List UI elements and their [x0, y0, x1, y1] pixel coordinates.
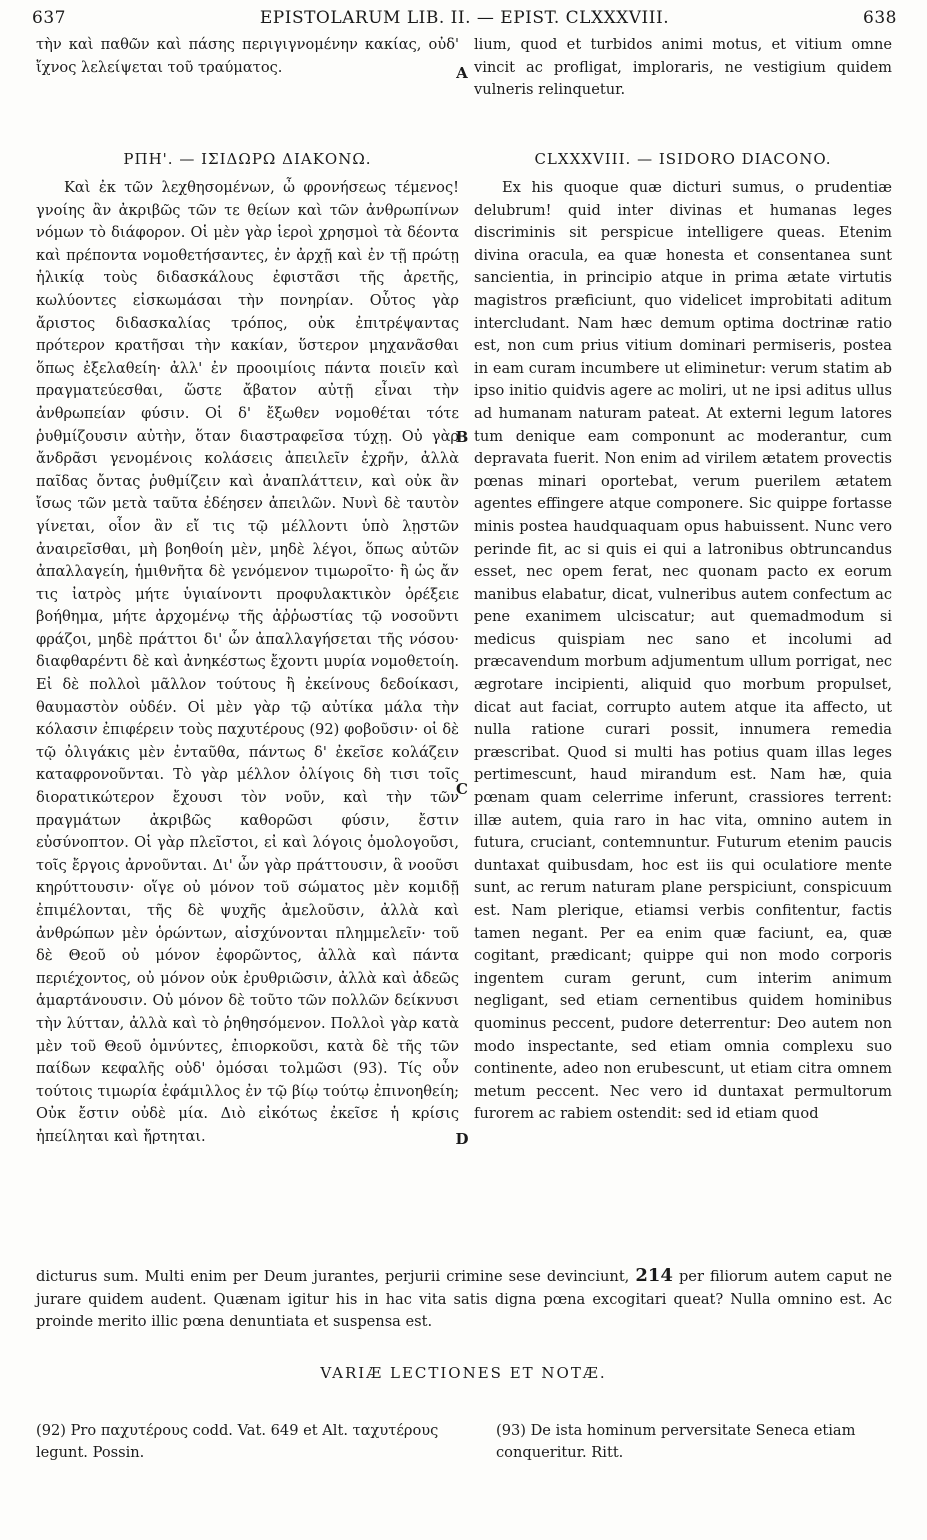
latin-continuation-full-width: [36, 1265, 892, 1334]
greek-letter-body: Καὶ ἐκ τῶν λεχθησομένων, ὦ φρονήσεως τέμενος! γνοίης ἂν ἀκριβῶς τῶν τε θείων καὶ τῶν ἀνθρωπίνων νόμων τὸ διάφορον. Οἱ μὲν γὰρ ἱεροὶ χρησμοὶ τὰ δέοντα καὶ πρέποντα νομοθετήσαντες, ἐν ἀρχῇ καὶ ἐν τῇ πρώτῃ ἡλικίᾳ τοὺς διδασκάλους ἐφιστᾶσι τῆς ἀρετῆς, κωλύοντες εἰσκωμάσαι τὴν πονηρίαν. Οὗτος γὰρ ἄριστος διδασκαλίας τρόπος, οὐκ ἐπιτρέψαντας πρότερον κρατῆσαι τὴν κακίαν, ὕστερον μηχανᾶσθαι ὅπως ἐξελαθείη· ἀλλ' ἐν προοιμίοις πάντα ποιεῖν καὶ πραγματεύεσθαι, ὥστε ἄβατον αὐτῇ εἶναι τὴν ἀνθρωπείαν φύσιν. Οἱ δ' ἔξωθεν νομοθέται τότε ῥυθμίζουσιν αὐτὴν, ὅταν διαστραφεῖσα τύχῃ. Οὐ γὰρ ἄνδρᾶσι γενομένοις κολάσεις ἀπειλεῖν ἐχρῆν, ἀλλὰ παῖδας ὄντας ῥυθμίζειν καὶ ἀναπλάττειν, καὶ οὐκ ἂν ἴσως τῶν μετὰ ταῦτα ἐδέησεν ἀπειλῶν. Νυνὶ δὲ ταυτὸν γίνεται, οἷον ἂν εἴ τις τῷ μέλλοντι ὑπὸ λῃστῶν ἀναιρεῖσθαι, μὴ βοηθοίη μὲν, μηδὲ λέγοι, ὅπως αὐτῶν ἀπαλλαγείη, ἡμιθνῆτα δὲ γενόμενον τιμωροῖτο· ἢ ὡς ἄν τις ἰατρὸς μήτε ὑγιαίνοντι προφυλακτικὸν ὀρέξειε βοήθημα, μήτε ἀρχομένῳ τῆς ἀῤῥωστίας τῷ νοσοῦντι φράζοι, μηδὲ πράττοι δι' ὧν ἀπαλλαγήσεται τῆς νόσου· διαφθαρέντι δὲ καὶ ἀνηκέστως ἔχοντι μυρία νομοθετοίη. Εἰ δὲ πολλοὶ μᾶλλον τούτους ἢ ἐκείνους δεδοίκασι, θαυμαστὸν οὐδέν. Οἱ μὲν γὰρ τῷ αὐτίκα μάλα τὴν κόλασιν ἐπιφέρειν τοὺς παχυτέρους (92) φοβοῦσιν· οἱ δὲ τῷ ὀλιγάκις μὲν ἐνταῦθα, πάντως δ' ἐκεῖσε κολάζειν καταφρονοῦνται. Τὸ γὰρ μέλλον ὀλίγοις δὴ τισι τοῖς διορατικώτερον ἔχουσι τὸν νοῦν, καὶ τὴν τῶν πραγμάτων ἀκριβῶς καθορῶσι φύσιν, ἔστιν εὐσύνοπτον. Οἱ γὰρ πλεῖστοι, εἰ καὶ λόγοις ὁμολογοῦσι, τοῖς ἔργοις ἀρνοῦνται. Δι' ὧν γὰρ πράττουσιν, ἃ νοοῦσι κηρύττουσιν· οἵγε οὐ μόνον τοῦ σώματος μὲν κομιδῇ ἐπιμέλονται, τῆς δὲ ψυχῆς ἀμελοῦσιν, ἀλλὰ καὶ ἀνθρώπων μὲν ὁρώντων, αἰσχύνονται πλημμελεῖν· τοῦ δὲ Θεοῦ οὐ μόνον ἐφορῶντος, ἀλλὰ καὶ πάντα περιέχοντος, οὐ μόνον οὐκ ἐρυθριῶσιν, ἀλλὰ καὶ ἀδεῶς ἁμαρτάνουσιν. Οὐ μόνον δὲ τοῦτο τῶν πολλῶν δείκνυσι τὴν λύτταν, ἀλλὰ καὶ τὸ ῥηθησόμενον. Πολλοὶ γὰρ κατὰ μὲν τοῦ Θεοῦ ὀμνύντες, ἐπιορκοῦσι, κατὰ δὲ τῆς τῶν παίδων κεφαλῆς οὐδ' ὀμόσαι τολμῶσι (93). Τίς οὖν τούτοις τιμωρία ἐφάμιλλος ἐν τῷ βίῳ τούτῳ ἐπινοηθείη; Οὐκ ἔστιν οὐδὲ μία. Διὸ εἰκότως ἐκεῖσε ἡ κρίσις ἠπείληται καὶ ἤρτηται.: [36, 179, 459, 1145]
migne-page-marker: 214: [635, 1265, 673, 1286]
greek-letter-heading: ΡΠΗ'. — ΙΣΙΔΩΡΩ ΔΙΑΚΟΝΩ.: [123, 150, 372, 168]
page-number-left: 637: [32, 8, 66, 28]
latin-letter-heading: CLXXXVIII. — ISIDORO DIACONO.: [534, 150, 832, 168]
page-number-right: 638: [863, 8, 897, 28]
latin-letter-body: Ex his quoque quæ dicturi sumus, o prudentiæ delubrum! quid inter divinas et humanas leges discriminis sit perspicue intelligere queas. Etenim divina oracula, ea quæ honesta et consentanea sunt sancientia, in principio atque in prima ætate virtutis magistros præficiunt, quo videlicet improbitati aditum intercludant. Nam hæc demum optima doctrinæ ratio est, non cum prius vitium dominari permiseris, postea in eam curam incumbere ut eliminetur: verum statim ab ipso initio quidvis agere ac moliri, ut ne ipsi aditus ullus ad humanam naturam pateat. At externi legum latores tum denique eam componunt ac moderantur, cum depravata fuerit. Non enim ad virilem ætatem provectis pœnas minari oportebat, verum puerilem ætatem agentes effingere atque componere. Sic quippe fortasse minis postea haudquaquam opus habuissent. Nunc vero perinde fit, ac si quis ei qui a latronibus obtruncandus esset, nec opem ferat, nec quonam pacto ex eorum manibus elabatur, dicat, vulneribus autem confectum ac pene exanimem ulciscatur; aut quemadmodum si medicus quispiam nec sano et incolumi ad præcavendum morbum adjumentum ullum porrigat, nec ægrotare incipienti, aliquid quo morbum propulset, dicat aut faciat, corrupto autem atque ita affecto, ut nulla ratione curari possit, innumera remedia præscribat. Quod si multi has potius quam illas leges pertimescunt, haud mirandum est. Nam hæ, quia pœnam quam celerrime inferunt, crassiores terrent: illæ autem, quia raro in hac vita, omnino autem in futura, cruciant, contemnuntur. Futurum etenim paucis duntaxat quibusdam, hoc est iis qui oculatiore mente sunt, ac rerum naturam plane perspiciunt, conspicuum est. Nam plerique, etiamsi verbis confitentur, factis tamen negant. Per ea enim quæ faciunt, ea, quæ cogitant, prædicant; quippe qui non modo corporis ingentem curam gerunt, cum interim animum negligant, sed etiam cernentibus quidem hominibus quominus peccent, pudore deterrentur: Deo autem non modo inspectante, sed etiam omnia complexu suo continente, adeo non erubescunt, ut etiam citra omnem metum peccent. Nec vero id duntaxat permultorum furorem ac rabiem ostendit: sed id etiam quod: [474, 179, 892, 1123]
running-title: EPISTOLARUM LIB. II. — EPIST. CLXXXVIII.: [259, 8, 670, 28]
latin-continuation-before: dicturus sum. Multi enim per Deum jurantes, perjurii crimine sese devinciunt,: [36, 1268, 630, 1285]
greek-top-continuation: τὴν καὶ παθῶν καὶ πάσης περιγιγνομένην κακίας, οὐδ' ἴχνος λελείψεται τοῦ τραύματος.: [36, 36, 459, 76]
latin-continuation-after: per filiorum autem caput ne jurare quidem audent. Quænam igitur his in hac vita satis digna pœna excogitari queat? Nulla omnino est. Ac proinde merito illic pœna denuntiata et suspensa est.: [36, 1268, 893, 1331]
latin-top-continuation: lium, quod et turbidos animi motus, et vitium omne vincit ac profligat, imploraris, ne vestigium quidem vulneris relinquetur.: [474, 36, 892, 99]
page-header: [32, 6, 897, 34]
margin-marker-d: D: [455, 1130, 469, 1148]
margin-marker-a: A: [456, 64, 468, 82]
notes-title: VARIÆ LECTIONES ET NOTÆ.: [320, 1364, 607, 1382]
footnote-92: (92) Pro παχυτέρους codd. Vat. 649 et Alt. ταχυτέρους legunt. Possin.: [36, 1422, 439, 1461]
footnote-93: (93) De ista hominum perversitate Seneca etiam conqueritur. Ritt.: [496, 1422, 856, 1461]
margin-marker-b: B: [455, 428, 469, 446]
margin-marker-c: C: [456, 780, 468, 798]
